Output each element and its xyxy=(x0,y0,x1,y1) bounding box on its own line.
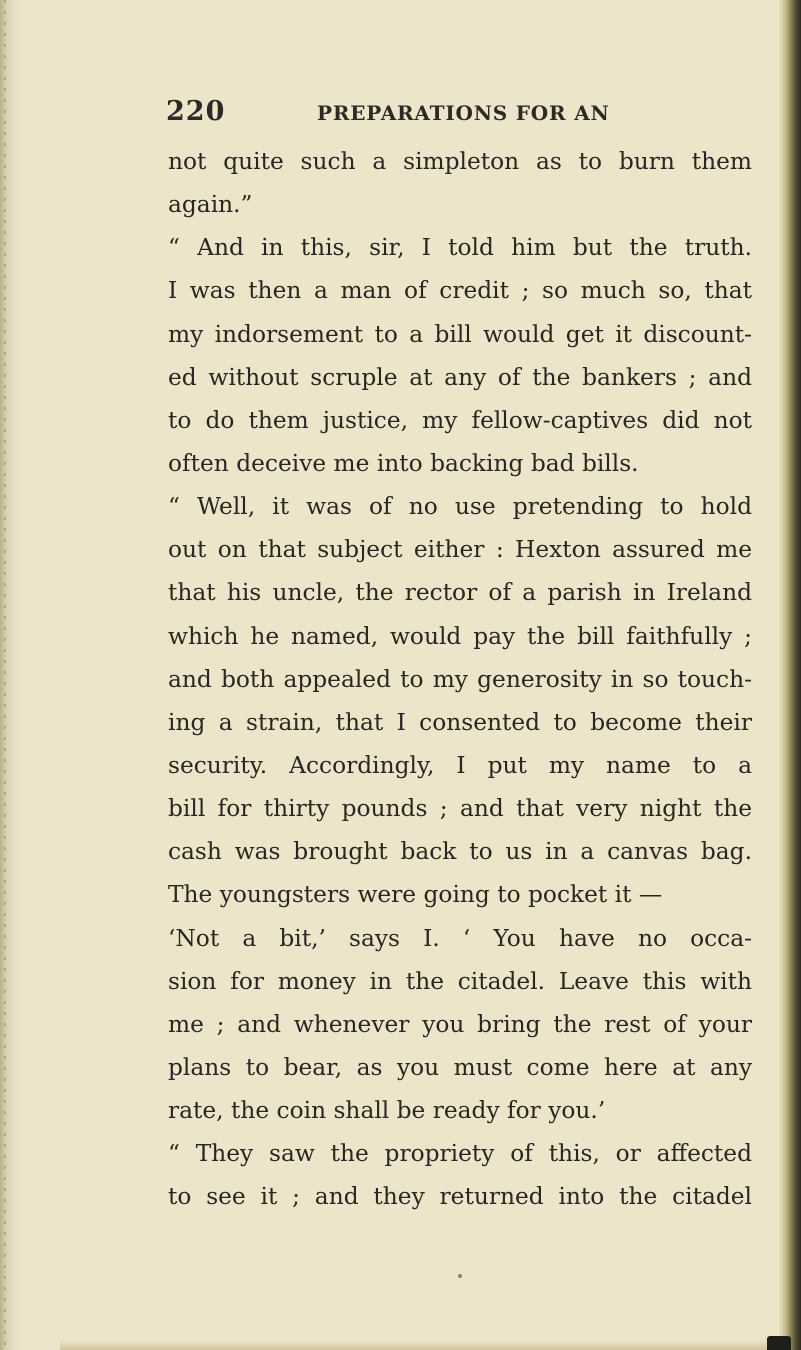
text-line: that his uncle, the rector of a parish in Ireland xyxy=(168,579,752,607)
text-line: cash was brought back to us in a canvas bag. xyxy=(168,838,752,866)
text-line: and both appealed to my generosity in so touch- xyxy=(168,665,752,693)
text-line: sion for money in the citadel. Leave this with xyxy=(168,967,752,995)
page-header xyxy=(166,96,746,136)
text-line: me ; and whenever you bring the rest of your xyxy=(168,1010,752,1038)
text-line: again.” xyxy=(168,191,253,219)
text-line: bill for thirty pounds ; and that very night the xyxy=(168,795,752,823)
text-line: plans to bear, as you must come here at any xyxy=(168,1053,752,1081)
text-line: The youngsters were going to pocket it — xyxy=(168,881,663,909)
text-line: security. Accordingly, I put my name to a xyxy=(168,751,752,779)
text-line: out on that subject either : Hexton assured me xyxy=(168,536,752,564)
running-title: PREPARATIONS FOR AN xyxy=(317,101,610,125)
text-line: ed without scruple at any of the bankers ; and xyxy=(168,363,752,391)
paper-speck xyxy=(458,1274,462,1278)
text-line: often deceive me into backing bad bills. xyxy=(168,449,639,477)
text-line: I was then a man of credit ; so much so, that xyxy=(168,277,752,305)
text-line: “ Well, it was of no use pretending to hold xyxy=(168,493,752,521)
text-line: “ They saw the propriety of this, or affected xyxy=(168,1140,752,1168)
text-line: which he named, would pay the bill faithfully ; xyxy=(168,622,752,650)
binding-tab xyxy=(767,1336,791,1350)
page-right-edge xyxy=(779,0,801,1350)
page-number: 220 xyxy=(166,96,226,127)
text-line: to see it ; and they returned into the citadel xyxy=(168,1183,752,1211)
body-text xyxy=(168,140,752,1219)
text-line: rate, the coin shall be ready for you.’ xyxy=(168,1097,606,1125)
text-line: to do them justice, my fellow-captives did not xyxy=(168,406,752,434)
text-line: ‘Not a bit,’ says I. ‘ You have no occa- xyxy=(168,924,752,952)
page-bottom-shadow xyxy=(60,1340,779,1350)
text-line: “ And in this, sir, I told him but the truth. xyxy=(168,234,752,262)
page-left-edge xyxy=(0,0,20,1350)
text-line: not quite such a simpleton as to burn them xyxy=(168,148,752,175)
text-line: ing a strain, that I consented to become their xyxy=(168,708,752,736)
text-line: my indorsement to a bill would get it discount- xyxy=(168,320,752,348)
